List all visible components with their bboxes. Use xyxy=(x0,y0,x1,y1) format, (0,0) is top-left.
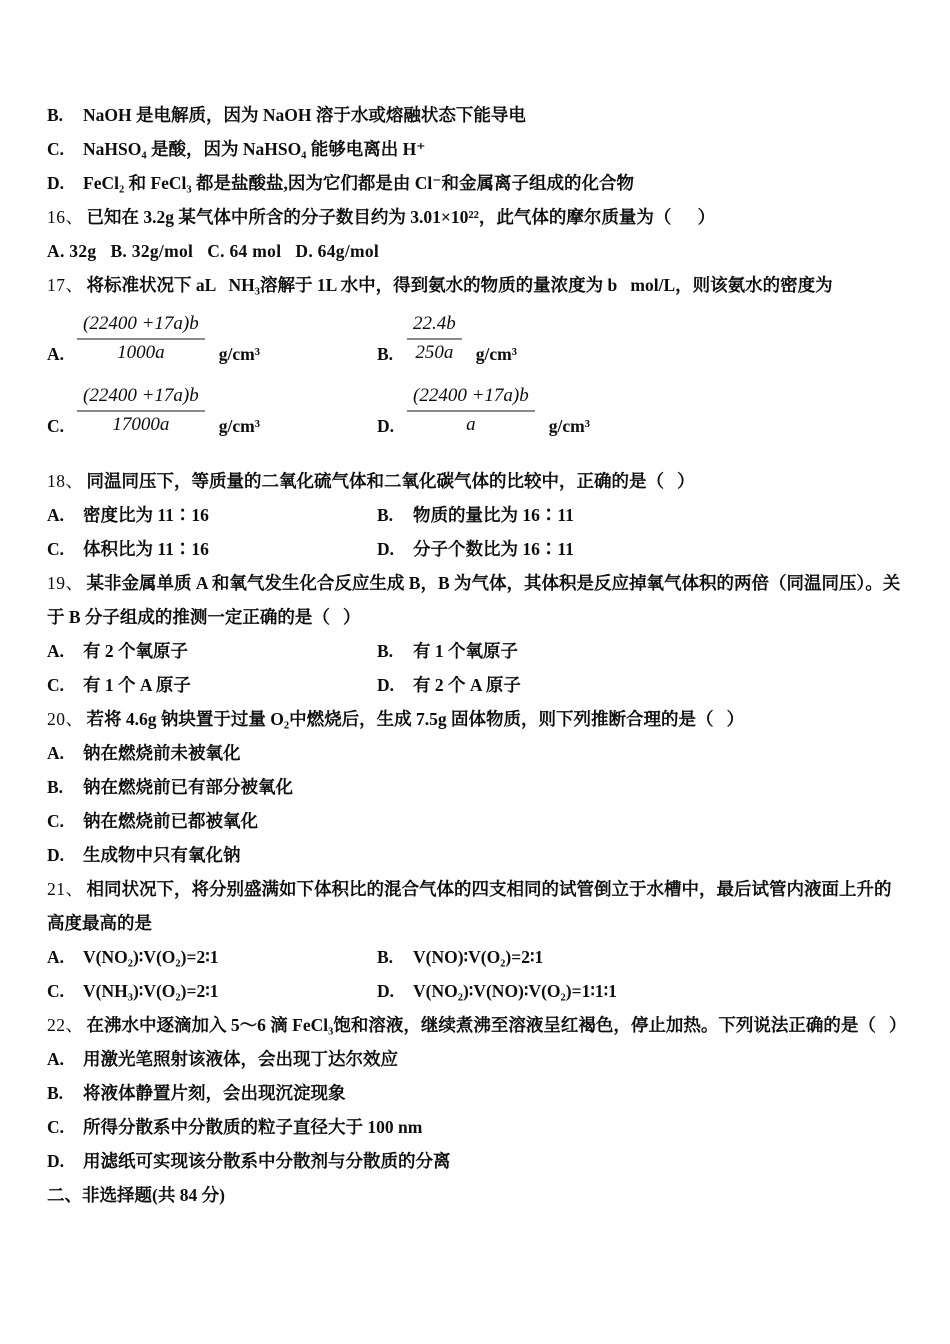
q15-option-b xyxy=(47,98,908,132)
option-text: V(NH₃)∶V(O₂)=2∶1 xyxy=(83,981,219,1001)
question-number: 22、 xyxy=(47,1015,84,1035)
option-label: D. xyxy=(47,173,65,193)
q15-option-c xyxy=(47,132,908,166)
option-label: A. xyxy=(47,743,65,763)
question-number: 16、 xyxy=(47,207,84,227)
option-label: B. xyxy=(47,1083,64,1103)
q21-options-row-1 xyxy=(47,940,908,974)
question-number: 19、 xyxy=(47,573,84,593)
q21-options-row-2 xyxy=(47,974,908,1008)
option-text: 物质的量比为 16∶11 xyxy=(413,505,574,525)
question-number: 18、 xyxy=(47,471,84,491)
q17-option-a xyxy=(47,310,377,366)
option-label: C. xyxy=(47,1117,65,1137)
q17-options-row-2 xyxy=(47,382,908,438)
q16-options-line: A. 32g B. 32g/mol C. 64 mol D. 64g/mol xyxy=(47,241,380,261)
question-stem-text: 将标准状况下 aL NH₃溶解于 1L 水中，得到氨水的物质的量浓度为 b mol/L，则该氨水的密度为 xyxy=(86,275,833,295)
option-label: C. xyxy=(47,539,65,559)
question-stem-text: 已知在 3.2g 某气体中所含的分子数目约为 3.01×10²²，此气体的摩尔质量为（ ） xyxy=(86,207,716,227)
fraction-denominator: a xyxy=(466,414,476,435)
fraction xyxy=(407,382,535,438)
option-label: B. xyxy=(377,505,394,525)
option-label: B. xyxy=(47,105,64,125)
fraction-numerator: (22400 +17a)b xyxy=(407,382,535,412)
option-text: V(NO₂)∶V(NO)∶V(O₂)=1∶1∶1 xyxy=(413,981,617,1001)
fraction-unit: g/cm³ xyxy=(218,416,260,436)
option-text: 体积比为 11∶16 xyxy=(83,539,209,559)
option-label: D. xyxy=(377,981,395,1001)
q17-option-c xyxy=(47,382,377,438)
question-stem-text: 某非金属单质 A 和氧气发生化合反应生成 B，B 为气体，其体积是反应掉氧气体积的两倍（同温同压）。关于 B 分子组成的推测一定正确的是（ ） xyxy=(47,573,901,627)
option-text: 将液体静置片刻，会出现沉淀现象 xyxy=(83,1083,346,1103)
q20-option-b xyxy=(47,770,908,804)
q19-option-b xyxy=(377,634,908,668)
option-text: 密度比为 11∶16 xyxy=(83,505,209,525)
fraction-numerator: 22.4b xyxy=(407,310,462,340)
q20-option-c xyxy=(47,804,908,838)
option-text: V(NO₂)∶V(O₂)=2∶1 xyxy=(83,947,219,967)
q20-stem xyxy=(47,702,908,736)
option-label: C. xyxy=(47,675,65,695)
q19-option-c xyxy=(47,668,377,702)
fraction-denominator: 1000a xyxy=(117,342,165,363)
option-label: A. xyxy=(47,344,65,364)
question-number: 21、 xyxy=(47,879,84,899)
q17-option-d xyxy=(377,382,908,438)
question-number: 20、 xyxy=(47,709,84,729)
option-label: A. xyxy=(47,641,65,661)
q15-option-d xyxy=(47,166,908,200)
option-label: D. xyxy=(377,416,395,436)
option-label: B. xyxy=(47,777,64,797)
q20-option-d xyxy=(47,838,908,872)
option-text: 钠在燃烧前已有部分被氧化 xyxy=(83,777,293,797)
option-label: B. xyxy=(377,947,394,967)
option-text: V(NO)∶V(O₂)=2∶1 xyxy=(413,947,544,967)
q19-option-a xyxy=(47,634,377,668)
option-text: 所得分散系中分散质的粒子直径大于 100 nm xyxy=(83,1117,423,1137)
option-text: 有 1 个氧原子 xyxy=(413,641,518,661)
option-label: D. xyxy=(47,1151,65,1171)
option-label: D. xyxy=(377,539,395,559)
q18-option-d xyxy=(377,532,908,566)
q19-option-d xyxy=(377,668,908,702)
q18-stem xyxy=(47,464,908,498)
section-2-title: 二、非选择题(共 84 分) xyxy=(47,1185,225,1205)
q19-stem xyxy=(47,566,908,634)
fraction-denominator: 250a xyxy=(415,342,454,363)
q18-options-row-1 xyxy=(47,498,908,532)
q22-option-c xyxy=(47,1110,908,1144)
option-text: 钠在燃烧前已都被氧化 xyxy=(83,811,258,831)
q19-options-row-2 xyxy=(47,668,908,702)
option-text: 分子个数比为 16∶11 xyxy=(413,539,574,559)
q22-option-d xyxy=(47,1144,908,1178)
q22-option-b xyxy=(47,1076,908,1110)
option-label: C. xyxy=(47,416,65,436)
q21-option-d xyxy=(377,974,908,1008)
fraction xyxy=(77,310,205,366)
option-text: 生成物中只有氧化钠 xyxy=(83,845,241,865)
option-label: C. xyxy=(47,811,65,831)
fraction-denominator: 17000a xyxy=(112,414,170,435)
q18-options-row-2 xyxy=(47,532,908,566)
question-stem-text: 相同状况下，将分别盛满如下体积比的混合气体的四支相同的试管倒立于水槽中，最后试管内液面上升的高度最高的是 xyxy=(47,879,892,933)
option-text: 用滤纸可实现该分散系中分散剂与分散质的分离 xyxy=(83,1151,451,1171)
option-text: 钠在燃烧前未被氧化 xyxy=(83,743,241,763)
q18-option-c xyxy=(47,532,377,566)
q18-option-a xyxy=(47,498,377,532)
q21-stem xyxy=(47,872,908,940)
option-label: D. xyxy=(377,675,395,695)
question-stem-text: 在沸水中逐滴加入 5～6 滴 FeCl₃饱和溶液，继续煮沸至溶液呈红褐色，停止加热。下列说法正确的是（ ） xyxy=(86,1015,907,1035)
option-label: C. xyxy=(47,139,65,159)
option-text: FeCl₂ 和 FeCl₃ 都是盐酸盐,因为它们都是由 Cl⁻和金属离子组成的化合物 xyxy=(83,173,635,193)
question-stem-text: 同温同压下，等质量的二氧化硫气体和二氧化碳气体的比较中，正确的是（ ） xyxy=(86,471,695,491)
q22-option-a xyxy=(47,1042,908,1076)
option-text: 有 2 个 A 原子 xyxy=(413,675,521,695)
fraction-numerator: (22400 +17a)b xyxy=(77,382,205,412)
option-text: NaOH 是电解质，因为 NaOH 溶于水或熔融状态下能导电 xyxy=(83,105,526,125)
q21-option-c xyxy=(47,974,377,1008)
fraction xyxy=(77,382,205,438)
fraction-unit: g/cm³ xyxy=(218,344,260,364)
option-label: C. xyxy=(47,981,65,1001)
option-label: A. xyxy=(47,947,65,967)
q17-option-b xyxy=(377,310,908,366)
fraction-numerator: (22400 +17a)b xyxy=(77,310,205,340)
option-label: D. xyxy=(47,845,65,865)
q18-option-b xyxy=(377,498,908,532)
option-label: A. xyxy=(47,505,65,525)
fraction xyxy=(407,310,462,366)
q16-stem xyxy=(47,200,908,234)
q20-option-a xyxy=(47,736,908,770)
option-label: A. xyxy=(47,1049,65,1069)
question-stem-text: 若将 4.6g 钠块置于过量 O₂中燃烧后，生成 7.5g 固体物质，则下列推断合理的是（ ） xyxy=(86,709,745,729)
q19-options-row-1 xyxy=(47,634,908,668)
option-label: B. xyxy=(377,641,394,661)
fraction-unit: g/cm³ xyxy=(548,416,590,436)
q17-options-row-1 xyxy=(47,310,908,366)
q21-option-a xyxy=(47,940,377,974)
q21-option-b xyxy=(377,940,908,974)
q22-stem xyxy=(47,1008,908,1042)
question-number: 17、 xyxy=(47,275,84,295)
option-label: B. xyxy=(377,344,394,364)
fraction-unit: g/cm³ xyxy=(475,344,517,364)
option-text: 用激光笔照射该液体，会出现丁达尔效应 xyxy=(83,1049,398,1069)
q17-stem xyxy=(47,268,908,302)
option-text: 有 2 个氧原子 xyxy=(83,641,188,661)
option-text: 有 1 个 A 原子 xyxy=(83,675,191,695)
option-text: NaHSO₄ 是酸，因为 NaHSO₄ 能够电离出 H⁺ xyxy=(83,139,426,159)
